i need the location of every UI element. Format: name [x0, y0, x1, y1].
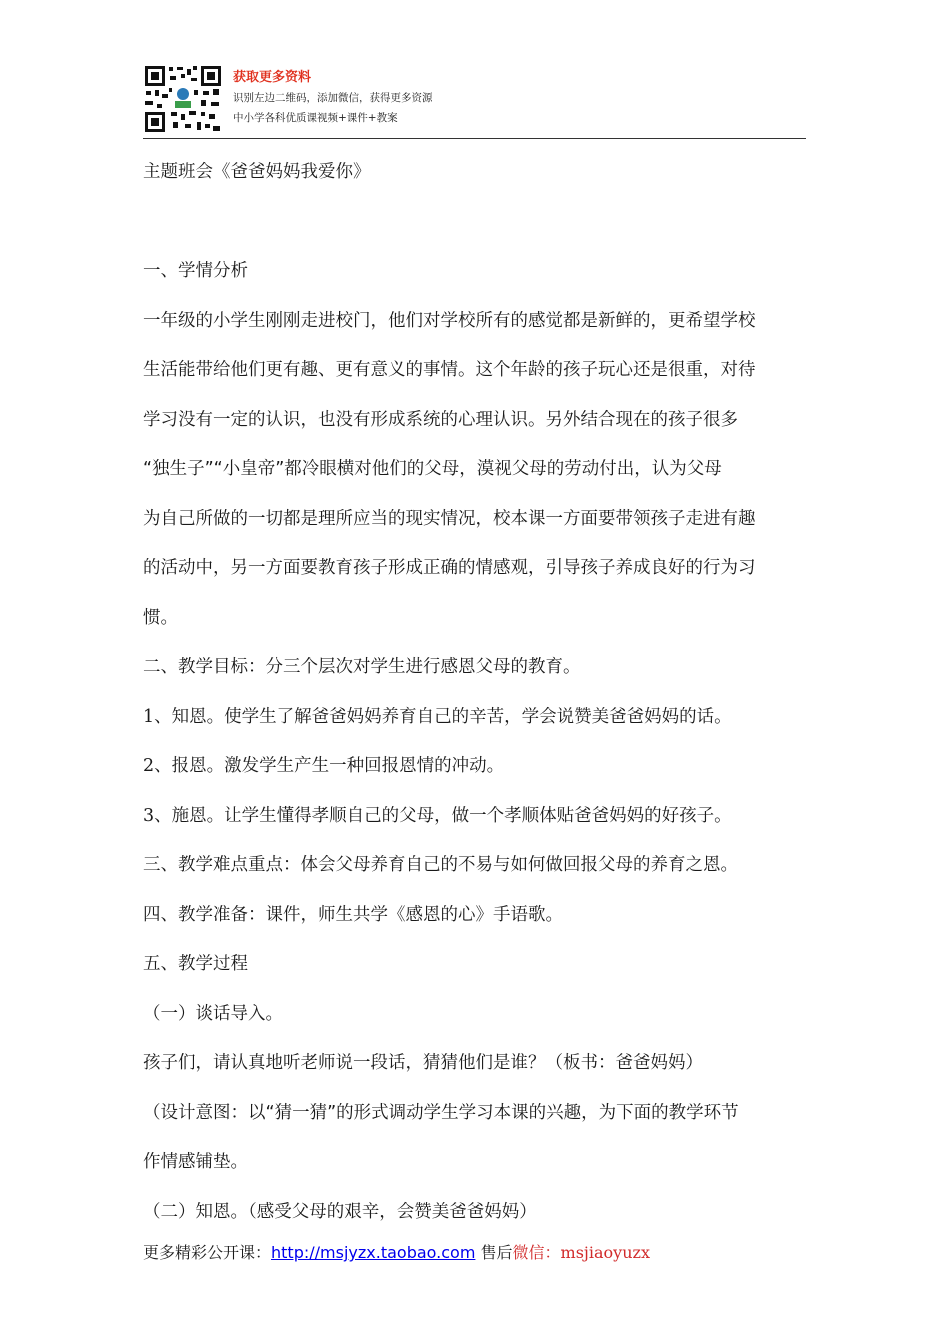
page-header	[143, 64, 806, 139]
paragraph-line: 学习没有一定的认识，也没有形成系统的心理认识。另外结合现在的孩子很多	[143, 409, 738, 430]
document-body	[143, 148, 809, 1237]
goal-number: 3	[143, 805, 155, 826]
goal-item	[143, 792, 809, 842]
goal-text: 、施恩。让学生懂得孝顺自己的父母，做一个孝顺体贴爸爸妈妈的好孩子。	[154, 805, 732, 826]
footer-wechat-label: 微信：	[512, 1243, 561, 1262]
goal-item	[143, 742, 809, 792]
goal-text: 、知恩。使学生了解爸爸妈妈养育自己的辛苦，学会说赞美爸爸妈妈的话。	[154, 706, 732, 727]
doc-title: 主题班会《爸爸妈妈我爱你》	[143, 162, 371, 182]
header-text	[233, 68, 433, 128]
qr-code-icon	[143, 64, 223, 134]
footer-after: 售后	[475, 1243, 513, 1262]
paragraph-line: 的活动中，另一方面要教育孩子形成正确的情感观，引导孩子养成良好的行为习	[143, 558, 756, 578]
page-footer	[143, 1240, 650, 1266]
paragraph-line: 为自己所做的一切都是理所应当的现实情况，校本课一方面要带领孩子走进有趣	[143, 508, 756, 529]
goal-item	[143, 693, 809, 743]
paragraph-line: （设计意图：以“猜一猜”的形式调动学生学习本课的兴趣，为下面的教学环节	[143, 1102, 739, 1123]
section-heading: 五、教学过程	[143, 954, 248, 974]
paragraph-line: 惯。	[143, 607, 178, 628]
subsection-heading: （一）谈话导入。	[143, 1003, 283, 1024]
paragraph-line: 生活能带给他们更有趣、更有意义的事情。这个年龄的孩子玩心还是很重，对待	[143, 360, 756, 380]
section-heading: 一、学情分析	[143, 261, 248, 281]
section-heading: 二、教学目标：分三个层次对学生进行感恩父母的教育。	[143, 657, 581, 677]
footer-wechat-id: msjiaoyuzx	[560, 1243, 650, 1262]
footer-link[interactable]: http://msjyzx.taobao.com	[271, 1243, 476, 1262]
header-title: 获取更多资料	[233, 70, 312, 85]
section-heading: 四、教学准备：课件，师生共学《感恩的心》手语歌。	[143, 904, 563, 925]
section-heading: 三、教学难点重点：体会父母养育自己的不易与如何做回报父母的养育之恩。	[143, 855, 738, 875]
goal-number: 1	[143, 706, 155, 727]
goal-number: 2	[143, 756, 155, 776]
subsection-heading: （二）知恩。（感受父母的艰辛，会赞美爸爸妈妈）	[143, 1201, 537, 1222]
header-line-1: 识别左边二维码，添加微信，获得更多资源	[233, 92, 433, 104]
paragraph-line: “独生子”“小皇帝”都冷眼横对他们的父母，漠视父母的劳动付出，认为父母	[143, 459, 722, 479]
blank-line	[143, 198, 809, 248]
footer-prefix: 更多精彩公开课：	[143, 1243, 272, 1262]
goal-text: 、报恩。激发学生产生一种回报恩情的冲动。	[154, 756, 505, 776]
header-line-2: 中小学各科优质课视频+课件+教案	[233, 112, 398, 124]
paragraph-line: 一年级的小学生刚刚走进校门，他们对学校所有的感觉都是新鲜的，更希望学校	[143, 310, 756, 331]
paragraph-line: 作情感铺垫。	[143, 1152, 248, 1172]
paragraph-line: 孩子们，请认真地听老师说一段话，猜猜他们是谁？（板书：爸爸妈妈）	[143, 1053, 703, 1073]
